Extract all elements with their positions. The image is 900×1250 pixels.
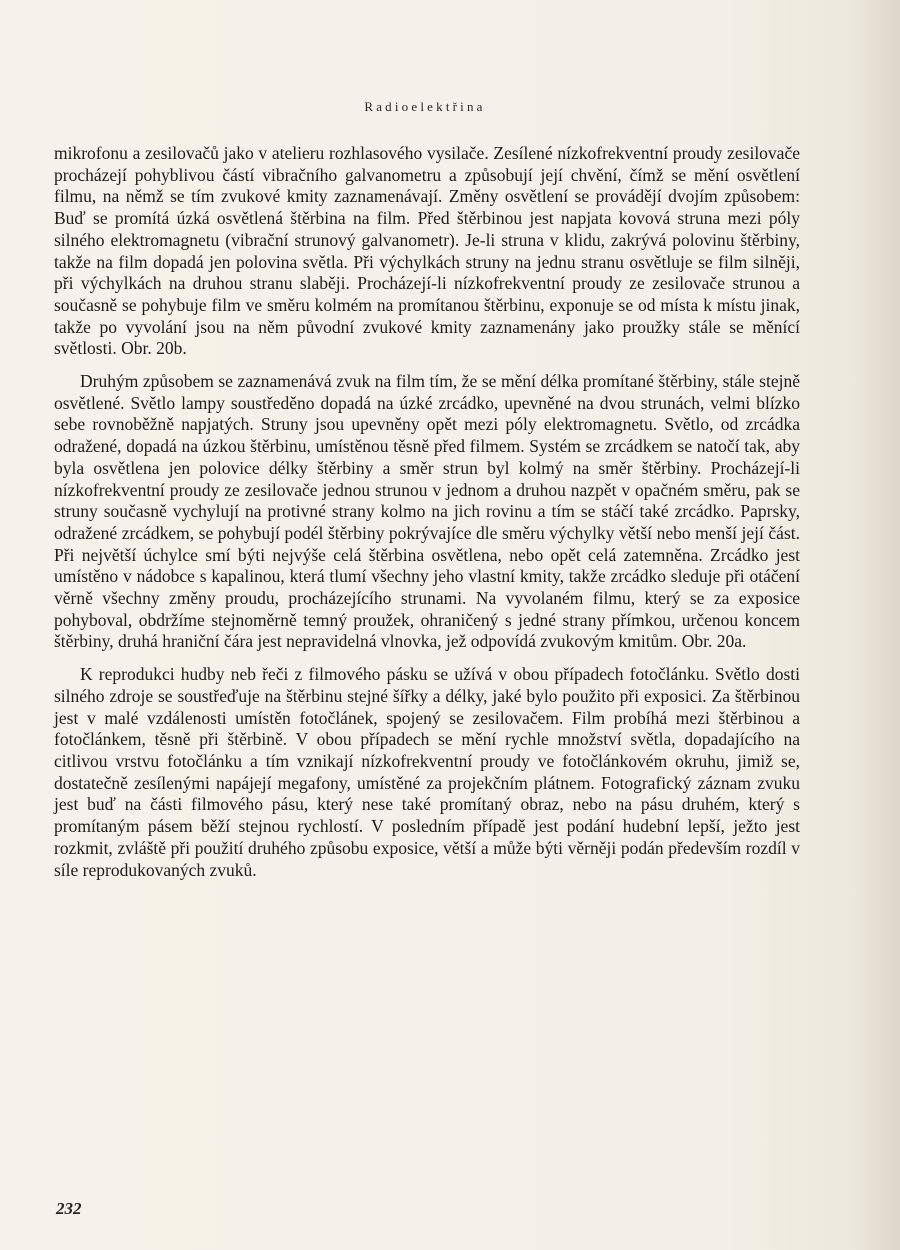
paragraph-2: Druhým způsobem se zaznamenává zvuk na film tím, že se mění délka promítané štěrbiny, stále stejně osvětlené. Světlo lampy soustředěno dopadá na úzké zrcádko, upevněné na dvou strunách, velmi blízko sebe rovnoběžně napjatých. Struny jsou upevněny opět mezi póly elektromagnetu. Světlo, od zrcádka odražené, dopadá na úzkou štěrbinu, umístěnou těsně před filmem. Systém se zrcádkem se natočí tak, aby byla osvětlena jen polovice délky štěrbiny a směr strun byl kolmý na směr štěrbiny. Procházejí-li nízkofrekventní proudy ze zesilovače jednou strunou v jednom a druhou nazpět v opačném směru, pak se struny současně vychylují na protivné strany kolmo na jich rovinu a tím se stáčí také zrcádko. Paprsky, odražené zrcádkem, se pohybují podél štěrbiny pokrývajíce dle směru výchylky větší nebo menší její část. Při největší úchylce smí býti nejvýše celá štěrbina osvětlena, nebo opět celá zatemněna. Zrcádko jest umístěno v nádobce s kapalinou, která tlumí všechny jeho vlastní kmity, takže zrcádko sleduje při otáčení věrně všechny změny proudu, procházejícího strunami. Na vyvolaném filmu, který se za exposice pohyboval, obdržíme stejnoměrně temný proužek, ohraničený s jedné strany přímkou, určenou koncem štěrbiny, druhá hraniční čára jest nepravidelná vlnovka, jež odpovídá zvukovým kmitům. Obr. 20a. [54,371,800,652]
paragraph-1: mikrofonu a zesilovačů jako v atelieru rozhlasového vysilače. Zesílené nízkofrekventní proudy zesilovače procházejí pohyblivou částí vibračního galvanometru a způsobují její chvění, čímž se mění osvětlení filmu, na němž se tím zvukové kmity zaznamenávají. Změny osvětlení se provádějí dvojím způsobem: Buď se promítá úzká osvětlená štěrbina na film. Před štěrbinou jest napjata kovová struna mezi póly silného elektromagnetu (vibrační strunový galvanometr). Je-li struna v klidu, zakrývá polovinu štěrbiny, takže na film dopadá jen polovina světla. Při výchylkách struny na jednu stranu osvětluje se film silněji, při výchylkách na druhou stranu slaběji. Procházejí-li nízkofrekventní proudy ze zesilovače strunou a současně se pohybuje film ve směru kolmém na promítanou štěrbinu, exponuje se od místa k místu jinak, takže po vyvolání jsou na něm původní zvukové kmity zaznamenány jako proužky stále se měnící světlosti. Obr. 20b. [54,143,800,359]
page-number: 232 [56,1199,82,1218]
running-head: Radioelektřina [364,99,486,114]
paragraph-3: K reprodukci hudby neb řeči z filmového pásku se užívá v obou případech fotočlánku. Světlo dosti silného zdroje se soustřeďuje na štěrbinu stejné šířky a délky, jaké bylo použito při exposici. Za štěrbinou jest v malé vzdálenosti umístěn fotočlánek, spojený se zesilovačem. Film probíhá mezi štěrbinou a fotočlánkem, těsně při štěrbině. V obou případech se mění rychle množství světla, dopadajícího na citlivou vrstvu fotočlánku a tím vznikají nízkofrekventní proudy ve fotočlánkovém okruhu, jimiž se, dostatečně zesílenými napájejí megafony, umístěné za projekčním plátnem. Fotografický záznam zvuku jest buď na části filmového pásu, který nese také promítaný obraz, nebo na pásu druhém, který s promítaným pásem běží stejnou rychlostí. V posledním případě jest podání hudební lepší, ježto jest rozkmit, zvláště při použití druhého způsobu exposice, větší a může býti věrněji podán především rozdíl v síle reprodukovaných zvuků. [54,664,800,880]
body-text [54,143,800,881]
